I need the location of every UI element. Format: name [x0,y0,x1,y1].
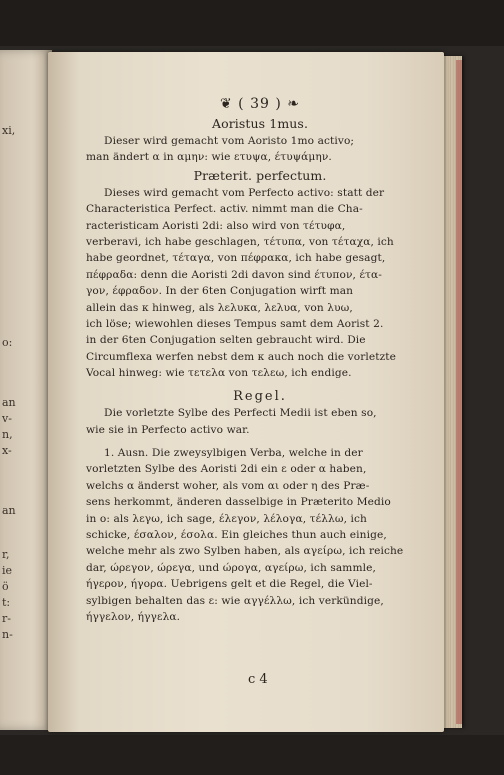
paragraph-line: dar, ώρεγον, ώρεγα, und ώρογα, αγείρω, ich sammle, [86,561,376,574]
margin-fragment: an [2,396,16,409]
paragraph-line: allein das κ hinweg, als λελυκα, λελυα, von λυω, [86,301,353,314]
margin-fragment: r, [2,548,10,561]
paragraph-line: πέφραδα: denn die Aoristi 2di davon sind έτυπον, έτα- [86,268,382,281]
paragraph-line: Vocal hinweg: wie τετελα von τελεω, ich endige. [86,367,352,380]
paragraph-line: vorletzten Sylbe des Aoristi 2di ein ε oder α haben, [86,463,367,476]
margin-fragment: v- [2,412,12,425]
margin-fragment: an [2,504,16,517]
paragraph-line: ήγγελον, ήγγελα. [86,610,181,623]
margin-fragment: o: [2,336,13,349]
paragraph-line: welchs α änderst woher, als vom αι oder η des Præ- [86,479,370,492]
paragraph-line: racteristicam Aoristi 2di: also wird von τέτυφα, [86,219,346,232]
paragraph-line: habe geordnet, τέταγα, von πέφρακα, ich habe gesagt, [86,252,386,265]
catchword: c 4 [248,672,268,687]
regel-heading: Regel. [233,388,287,404]
page-content [86,94,434,625]
paragraph-line: ich löse; wiewohlen dieses Tempus samt dem Aorist 2. [86,318,384,331]
section-title: Aoristus 1mus. [211,116,309,131]
intro-line: man ändert α in αμην: wie ετυψα, έτυψάμην. [86,151,332,164]
margin-fragment: n, [2,428,13,441]
margin-fragment: n- [2,628,13,641]
intro-line: Dieser wird gemacht vom Aoristo 1mo activo; [104,135,355,147]
paragraph-line: in der 6ten Conjugation selten gebraucht wird. Die [86,334,366,347]
left-page [0,50,52,730]
regel-line: wie sie in Perfecto activo war. [86,423,250,436]
margin-fragment: ö [2,580,9,593]
page-header [86,94,434,114]
margin-fragment: t: [2,596,11,609]
paragraph-line: ήγερον, ήγορα. Uebrigens gelt et die Regel, die Viel- [86,578,373,591]
paragraph-line: in ο: als λεγω, ich sage, έλεγον, λέλογα, τέλλω, ich [86,512,367,525]
ornament-right-icon: ❧ [287,96,300,112]
dark-backdrop-top [0,0,504,46]
paragraph-line: Dieses wird gemacht vom Perfecto activo: statt der [104,186,385,199]
margin-fragment: x- [2,444,12,457]
subheading: Præterit. perfectum. [193,167,327,183]
paragraph-line: Circumflexa werfen nebst dem κ auch noch die vorletzte [86,350,397,363]
regel-line: Die vorletzte Sylbe des Perfecti Medii ist eben so, [104,407,377,420]
ornament-left-icon: ❦ [219,96,233,112]
dark-backdrop-bottom [0,735,504,775]
paragraph-line: sylbigen behalten das ε: wie αγγέλλω, ich verkündige, [86,594,384,607]
paragraph-line: verberavi, ich habe geschlagen, τέτυπα, von τέταχα, ich [86,236,394,249]
paragraph-line: γον, έφραδον. In der 6ten Conjugation wirft man [86,285,354,298]
page-number: ( 39 ) [238,96,282,112]
paragraph-line: sens herkommt, änderen dasselbige in Præterito Medio [86,496,391,509]
margin-fragment: xi, [2,124,16,137]
paragraph-line: 1. Ausn. Die zweysylbigen Verba, welche in der [104,446,363,459]
red-page-edge [456,60,462,724]
paragraph-line: Characteristica Perfect. activ. nimmt man die Cha- [86,203,363,216]
paragraph-line: welche mehr als zwo Sylben haben, als αγείρω, ich reiche [86,545,404,558]
margin-fragment: r- [2,612,11,625]
margin-fragment: ie [2,564,13,577]
paragraph-line: schicke, έσαλον, έσολα. Ein gleiches thun auch einige, [86,528,387,541]
